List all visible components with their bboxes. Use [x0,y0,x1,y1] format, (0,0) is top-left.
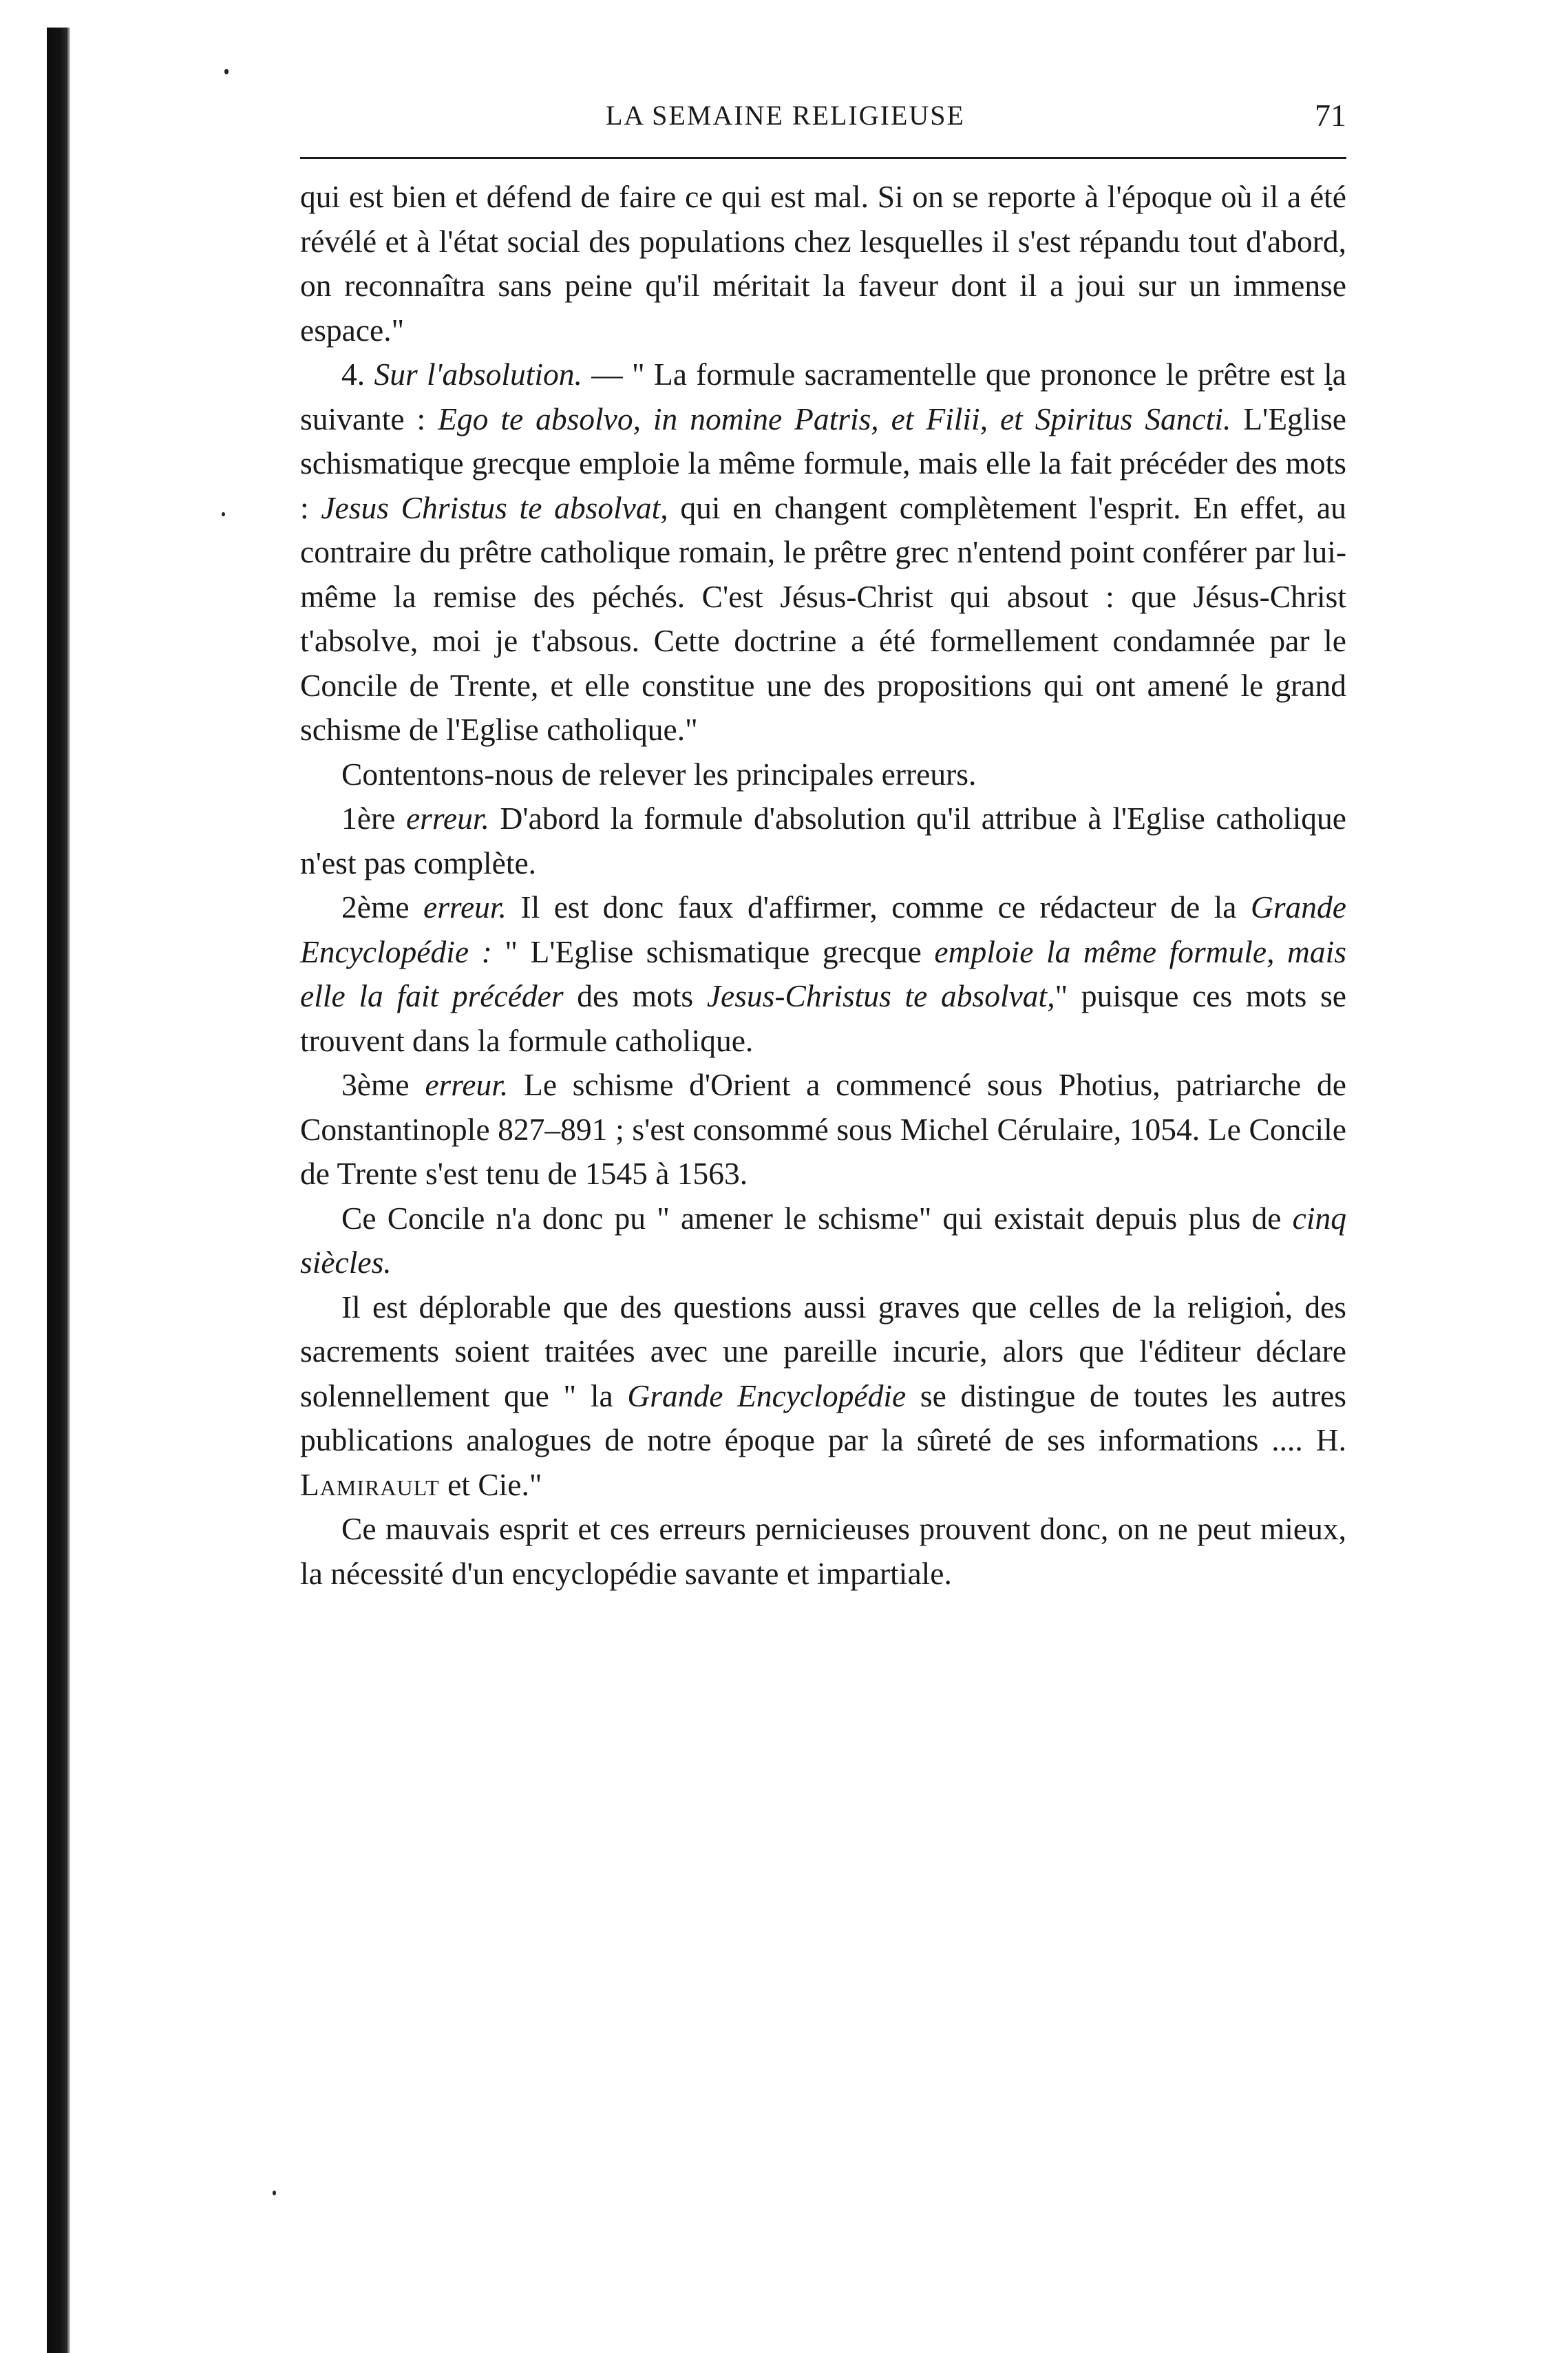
paragraph-deplorable: Il est déplorable que des questions aussi graves que celles de la religion, des sacrements soient traitées avec une pareille incurie, alors que l'éditeur déclare solennellement que " la Grande Encyclopédie se distingue de toutes les autres publications analogues de notre époque par la sûreté de ses informations .... H. Lamirault et Cie." [300,1289,1346,1502]
page-body [300,175,1346,1596]
greek-formula-prefix: Jesus Christus te absolvat, [321,489,668,525]
page-binding-shadow [47,28,70,2353]
publisher-name: Lamirault [300,1466,440,1502]
header-rule [300,157,1346,159]
paragraph-error-2: 2ème erreur. Il est donc faux d'affirmer, comme ce rédacteur de la Grande Encyclopédie : " L'Eglise schismatique grecque emploie la même formule, mais elle la fait précéder des mots Jesus-Christus te absolvat," puisque ces mots se trouvent dans la formule catholique. [300,889,1347,1058]
print-speck [224,69,229,74]
paragraph-council: Ce Concile n'a donc pu " amener le schisme" qui existait depuis plus de cinq siècles. [300,1200,1346,1280]
page-number: 71 [1315,98,1346,133]
item-number: 4. [341,357,365,392]
print-speck [273,2191,276,2195]
paragraph-conclusion: Ce mauvais esprit et ces erreurs pernicieuses prouvent donc, on ne peut mieux, la nécessité d'un encyclopédie savante et impartiale. [300,1511,1346,1591]
paragraph-absolution-quote: 4. Sur l'absolution. — " La formule sacramentelle que prononce le prêtre est la suivante : Ego te absolvo, in nomine Patris, et Filii, et Spiritus Sancti. L'Eglise schismatique grecque emploie la même formule, mais elle la fait précéder des mots : Jesus Christus te absolvat, qui en changent complètement l'esprit. En effet, au contraire du prêtre catholique romain, le prêtre grec n'entend point conférer par lui-même la remise des péchés. C'est Jésus-Christ qui absout : que Jésus-Christ t'absolve, moi je t'absous. Cette doctrine a été formellement condamnée par le Concile de Trente, et elle constitue une des propositions qui ont amené le grand schisme de l'Eglise catholique." [300,357,1347,747]
section-heading: Sur l'absolution. [374,357,582,392]
running-title: LA SEMAINE RELIGIEUSE [606,100,965,131]
page-header [300,95,1346,136]
paragraph-error-3: 3ème erreur. Le schisme d'Orient a commencé sous Photius, patriarche de Constantinople 827–891 ; s'est consommé sous Michel Cérulaire, 1054. Le Concile de Trente s'est tenu de 1545 à 1563. [300,1067,1346,1191]
paragraph-error-1: 1ère erreur. D'abord la formule d'absolution qu'il attribue à l'Eglise catholique n'est pas complète. [300,801,1347,880]
paragraph-continuation: qui est bien et défend de faire ce qui est mal. Si on se reporte à l'époque où il a été révélé et à l'état social des populations chez lesquelles il s'est répandu tout d'abord, on reconnaîtra sans peine qu'il méritait la faveur dont il a joui sur un immense espace." [300,179,1346,348]
paragraph-intro-errors: Contentons-nous de relever les principales erreurs. [341,756,977,792]
print-speck [222,512,225,516]
latin-formula: Ego te absolvo, in nomine Patris, et Filii, et Spiritus Sancti. [438,401,1231,436]
